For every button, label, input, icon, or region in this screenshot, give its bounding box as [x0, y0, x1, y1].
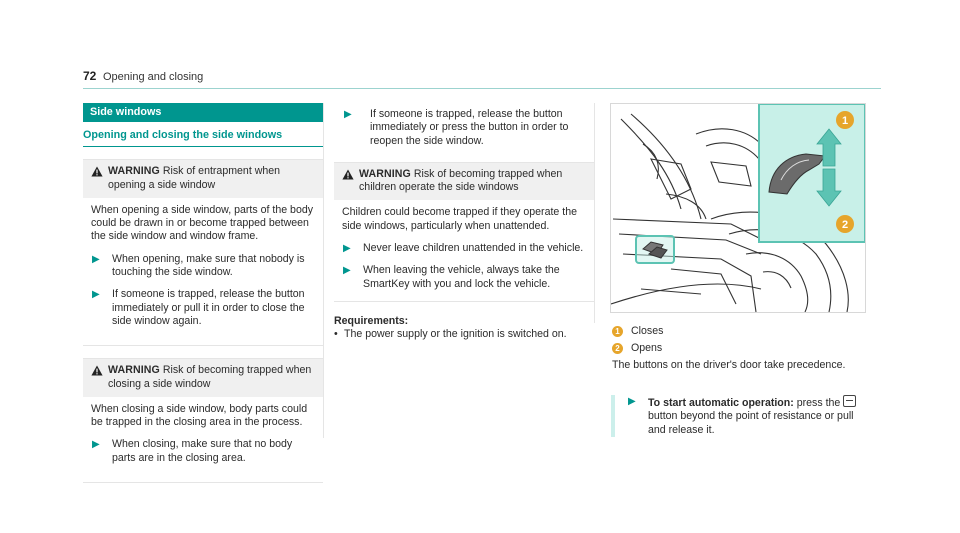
illustration-legend — [612, 325, 872, 372]
warning-triangle-icon — [91, 165, 108, 192]
warning-body — [334, 200, 594, 300]
step-arrow-icon: ▶ — [343, 265, 351, 277]
warning-body — [83, 397, 323, 482]
warning-label: WARNING — [108, 364, 160, 377]
requirements — [334, 315, 594, 342]
warning-text: When opening a side window, parts of the body could be drawn in or become trapped between the side window and window frame. — [91, 203, 314, 243]
warning-step: ▶ If someone is trapped, release the button immediately or pull it in order to close the side window again. — [92, 288, 305, 327]
warning-header — [334, 163, 594, 201]
legend-number-badge: 2 — [612, 343, 623, 354]
subheading: Opening and closing the side windows — [83, 129, 323, 147]
warning-step: ▶ When closing, make sure that no body parts are in the closing area. — [92, 438, 293, 464]
door-panel-illustration — [610, 103, 866, 313]
warning-triangle-icon — [91, 364, 108, 391]
step-arrow-icon: ▶ — [92, 289, 100, 301]
step-arrow-icon: ▶ — [344, 109, 352, 120]
action-bar — [611, 395, 615, 437]
window-switch-icon — [843, 395, 856, 407]
action-step: ▶ To start automatic operation: press the button beyond the point of resistance or pull and release it. — [627, 395, 867, 437]
column-left — [83, 103, 323, 483]
requirements-label: Requirements: — [334, 314, 409, 327]
warning-step: ▶ When leaving the vehicle, always take the SmartKey with you and lock the vehicle. — [343, 264, 560, 290]
svg-text:2: 2 — [841, 219, 849, 231]
precedence-note: The buttons on the driver's door take precedence. — [612, 359, 846, 371]
step-arrow-icon: ▶ — [92, 253, 100, 265]
legend-number-badge: 1 — [612, 326, 623, 337]
warning-title: Risk of becoming trapped when children operate the side windows — [359, 167, 563, 194]
section-title: Side windows — [83, 103, 323, 122]
warning-box-entrapment — [83, 159, 323, 346]
column-divider — [594, 103, 595, 323]
page-header — [83, 70, 881, 89]
chapter-title: Opening and closing — [103, 71, 204, 83]
warning-header — [83, 359, 323, 397]
column-middle — [334, 103, 594, 342]
door-panel-drawing — [611, 104, 865, 312]
warning-step-continued: ▶ If someone is trapped, release the button immediately or press the button in order to reopen the side window. — [334, 108, 594, 148]
warning-label: WARNING — [108, 165, 160, 178]
warning-text: Children could become trapped if they operate the side windows, particularly when unattended. — [342, 206, 577, 232]
warning-title: Risk of entrapment when opening a side window — [108, 165, 281, 191]
action-label: To start automatic operation: — [648, 397, 794, 409]
legend-item: 2 Opens — [612, 342, 872, 355]
warning-header — [83, 160, 323, 198]
svg-text:1: 1 — [841, 115, 849, 127]
requirement-item: • The power supply or the ignition is switched on. — [334, 328, 567, 341]
step-arrow-icon: ▶ — [628, 396, 636, 407]
legend-item: 1 Closes — [612, 325, 872, 338]
warning-step: ▶ Never leave children unattended in the vehicle. — [343, 242, 584, 255]
step-arrow-icon: ▶ — [92, 439, 100, 451]
column-divider — [323, 103, 324, 438]
warning-label: WARNING — [359, 167, 411, 180]
warning-box-closing — [83, 358, 323, 483]
warning-box-children — [334, 162, 594, 302]
page-number: 72 — [83, 69, 97, 83]
warning-triangle-icon — [342, 168, 359, 195]
warning-body — [83, 198, 323, 345]
warning-title: Risk of becoming trapped when closing a side window — [108, 364, 312, 390]
warning-text: When closing a side window, body parts could be trapped in the closing area in the process. — [91, 402, 308, 429]
step-arrow-icon: ▶ — [343, 243, 351, 255]
warning-step: ▶ When opening, make sure that nobody is touching the side window. — [92, 252, 305, 279]
